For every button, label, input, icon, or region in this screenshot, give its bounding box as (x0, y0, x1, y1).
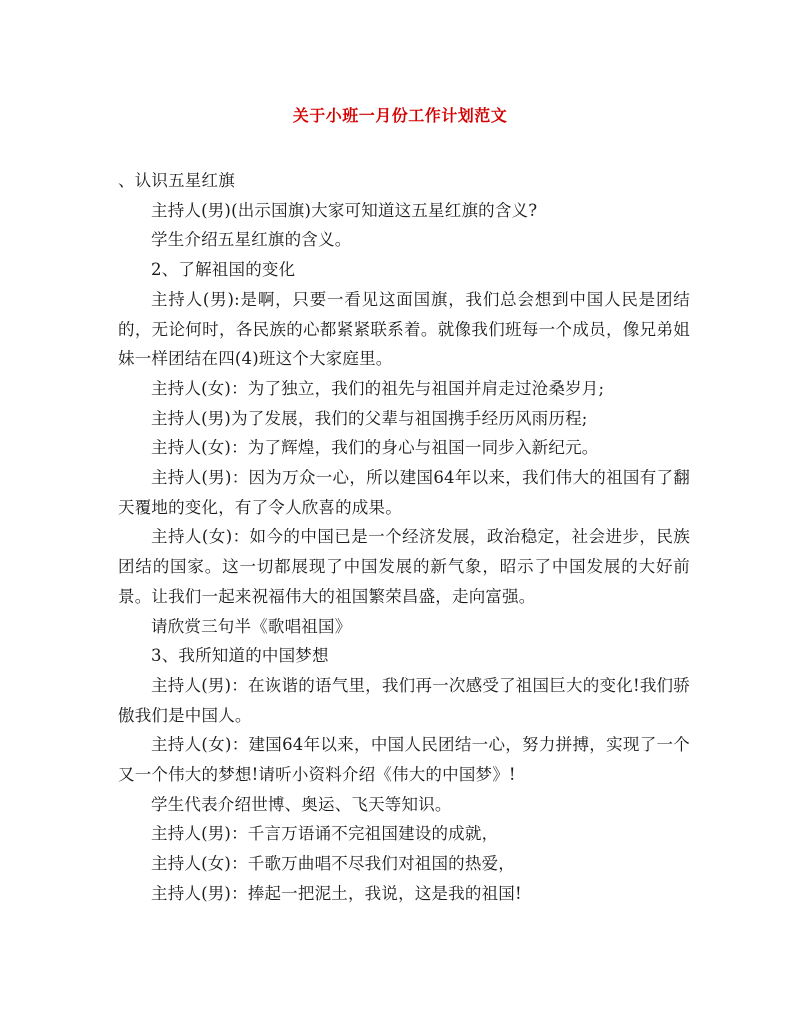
paragraph: 主持人(女)：为了辉煌，我们的身心与祖国一同步入新纪元。 (151, 438, 599, 458)
paragraph: 主持人(男)：因为万众一心，所以建国64年以来，我们伟大的祖国有了翻天覆地的变化，有了令人欣喜的成果。 (118, 468, 690, 517)
paragraph-section-3-heading: 3、我所知道的中国梦想 (151, 646, 329, 666)
document-body (118, 166, 690, 909)
document-title: 关于小班一月份工作计划范文 (292, 106, 508, 125)
paragraph: 主持人(女)：为了独立，我们的祖先与祖国并肩走过沧桑岁月; (151, 378, 605, 398)
paragraph: 主持人(男):是啊，只要一看见这面国旗，我们总会想到中国人民是团结的，无论何时，各民族的心都紧紧联系着。就像我们班每一个成员，像兄弟姐妹一样团结在四(4)班这个大家庭里。 (118, 289, 690, 369)
paragraph: 请欣赏三句半《歌唱祖国》 (151, 616, 352, 636)
paragraph: 主持人(女)：建国64年以来，中国人民团结一心，努力拼搏，实现了一个又一个伟大的梦想!请听小资料介绍《伟大的中国梦》! (118, 735, 690, 785)
paragraph-section-1-heading: 、认识五星红旗 (118, 171, 235, 190)
paragraph: 学生代表介绍世博、奥运、飞天等知识。 (151, 794, 452, 814)
paragraph-section-2-heading: 2、了解祖国的变化 (151, 260, 296, 280)
paragraph: 主持人(男)为了发展，我们的父辈与祖国携手经历风雨历程; (151, 408, 588, 428)
paragraph: 主持人(男)：在诙谐的语气里，我们再一次感受了祖国巨大的变化!我们骄傲我们是中国人。 (118, 675, 690, 725)
paragraph: 主持人(女)：千歌万曲唱不尽我们对祖国的热爱， (151, 854, 515, 874)
paragraph: 主持人(女)：如今的中国已是一个经济发展，政治稳定，社会进步，民族团结的国家。这一切都展现了中国发展的新气象，昭示了中国发展的大好前景。让我们一起来祝福伟大的祖国繁荣昌盛，走向富强。 (118, 527, 690, 606)
paragraph: 主持人(男)：捧起一把泥土，我说，这是我的祖国! (151, 883, 522, 903)
paragraph: 学生介绍五星红旗的含义。 (151, 230, 352, 250)
paragraph: 主持人(男)：千言万语诵不完祖国建设的成就， (151, 824, 499, 844)
paragraph: 主持人(男)(出示国旗)大家可知道这五星红旗的含义? (151, 200, 538, 220)
